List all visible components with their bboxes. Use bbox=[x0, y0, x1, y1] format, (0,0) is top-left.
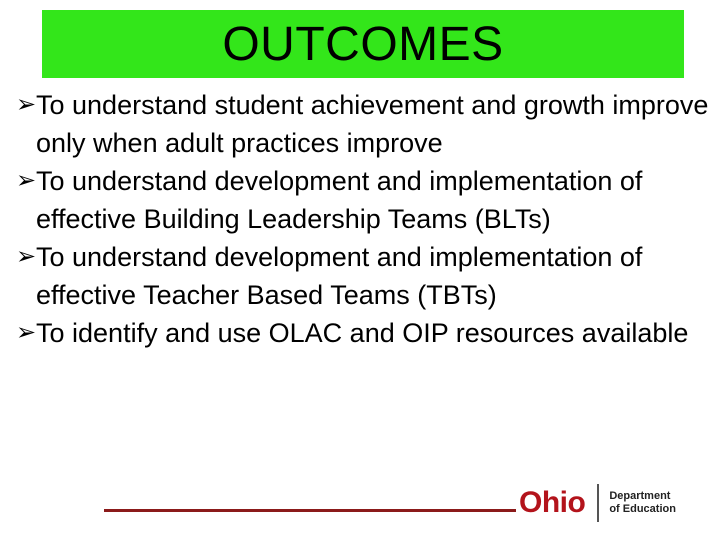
arrow-bullet-icon: ➢ bbox=[16, 319, 37, 346]
logo-dept-line1: Department bbox=[609, 490, 671, 502]
list-item bbox=[16, 86, 716, 162]
arrow-bullet-icon: ➢ bbox=[16, 243, 37, 270]
bullet-text: To identify and use OLAC and OIP resources available bbox=[36, 318, 689, 348]
outcomes-list bbox=[16, 86, 716, 352]
logo-divider bbox=[597, 484, 599, 522]
logo-ohio-text: Ohio bbox=[519, 486, 586, 519]
list-item bbox=[16, 238, 716, 314]
bullet-text: To understand development and implementation of effective Teacher Based Teams (TBTs) bbox=[36, 242, 643, 310]
title-banner bbox=[42, 10, 684, 78]
bullet-text: To understand development and implementation of effective Building Leadership Teams (BLTs) bbox=[36, 166, 643, 234]
logo-department-text bbox=[609, 490, 676, 516]
arrow-bullet-icon: ➢ bbox=[16, 167, 37, 194]
list-item bbox=[16, 314, 716, 352]
bullet-text: To understand student achievement and growth improve only when adult practices improve bbox=[36, 90, 709, 158]
ohio-department-logo bbox=[519, 484, 676, 522]
list-item bbox=[16, 162, 716, 238]
footer-divider-line bbox=[104, 509, 516, 512]
arrow-bullet-icon: ➢ bbox=[16, 91, 37, 118]
slide-title: OUTCOMES bbox=[222, 17, 504, 71]
logo-dept-line2: of Education bbox=[609, 503, 676, 515]
